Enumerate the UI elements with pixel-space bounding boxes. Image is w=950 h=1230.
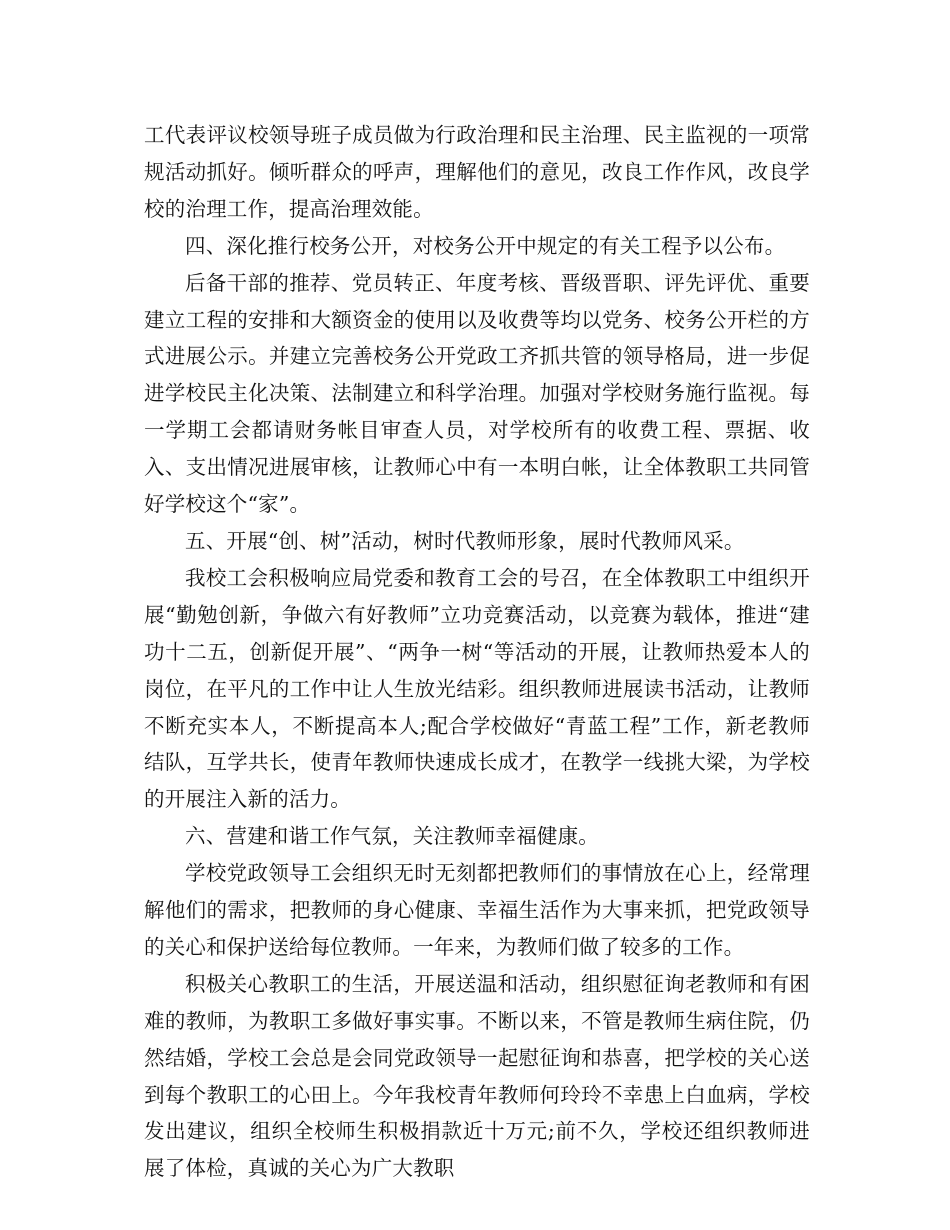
paragraph-section-4-body: 后备干部的推荐、党员转正、年度考核、晋级晋职、评先评优、重要建立工程的安排和大额资金的使用以及收费等均以党务、校务公开栏的方式进展公示。并建立完善校务公开党政工齐抓共管的领导格局，进一步促进学校民主化决策、法制建立和科学治理。加强对学校财务施行监视。每一学期工会都请财务帐目审查人员，对学校所有的收费工程、票据、收入、支出情况进展审核，让教师心中有一本明白帐，让全体教职工共同管好学校这个“家”。 xyxy=(144,270,810,517)
document-body xyxy=(144,117,810,1187)
paragraph-continuation: 工代表评议校领导班子成员做为行政治理和民主治理、民主监视的一项常规活动抓好。倾听群众的呼声，理解他们的意见，改良工作作风，改良学校的治理工作，提高治理效能。 xyxy=(144,123,810,221)
section-heading-5: 五、开展“创、树”活动，树时代教师形象，展时代教师风采。 xyxy=(185,528,745,553)
paragraph-section-6-care: 积极关心教职工的生活，开展送温和活动，组织慰征询老教师和有困难的教师，为教职工多做好事实事。不断以来，不管是教师生病住院，仍然结婚，学校工会总是会同党政领导一起慰征询和恭喜，把学校的关心送到每个教职工的心田上。今年我校青年教师何玲玲不幸患上白血病，学校发出建议，组织全校师生积极捐款近十万元;前不久，学校还组织教师进展了体检，真诚的关心为广大教职 xyxy=(144,971,810,1181)
section-heading-6: 六、营建和谐工作气氛，关注教师幸福健康。 xyxy=(185,824,599,849)
paragraph-section-5-body: 我校工会积极响应局党委和教育工会的号召，在全体教职工中组织开展“勤勉创新，争做六有好教师”立功竞赛活动，以竞赛为载体，推进“建功十二五，创新促开展”、“两争一树“等活动的开展，让教师热爱本人的岗位，在平凡的工作中让人生放光结彩。组织教师进展读书活动，让教师不断充实本人，不断提高本人;配合学校做好“青蓝工程”工作，新老教师结队，互学共长，使青年教师快速成长成才，在教学一线挑大梁，为学校的开展注入新的活力。 xyxy=(144,565,810,812)
section-heading-4: 四、深化推行校务公开，对校务公开中规定的有关工程予以公布。 xyxy=(185,233,786,258)
paragraph-section-6-body: 学校党政领导工会组织无时无刻都把教师们的事情放在心上，经常理解他们的需求，把教师的身心健康、幸福生活作为大事来抓，把党政领导的关心和保护送给每位教师。一年来，为教师们做了较多的工作。 xyxy=(144,861,810,959)
